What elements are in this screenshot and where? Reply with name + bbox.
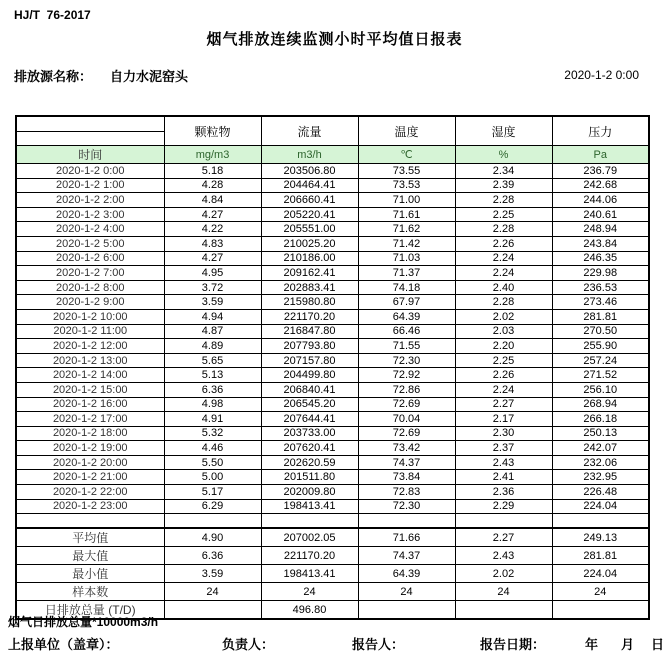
summary-value: 6.36 xyxy=(164,547,261,565)
row-value: 2.24 xyxy=(455,382,552,397)
table-row xyxy=(16,441,649,456)
row-value: 3.72 xyxy=(164,280,261,295)
table-row xyxy=(16,324,649,339)
row-time: 2020-1-2 18:00 xyxy=(16,426,164,441)
row-time: 2020-1-2 9:00 xyxy=(16,295,164,310)
unit-particulate: mg/m3 xyxy=(164,146,261,164)
time-column-header: 时间 xyxy=(16,146,164,164)
summary-value: 24 xyxy=(455,583,552,601)
summary-value: 198413.41 xyxy=(261,565,358,583)
row-value: 207157.80 xyxy=(261,353,358,368)
row-value: 2.40 xyxy=(455,280,552,295)
row-value: 4.28 xyxy=(164,178,261,193)
row-value: 74.37 xyxy=(358,455,455,470)
row-value: 2.25 xyxy=(455,353,552,368)
unit-humidity: % xyxy=(455,146,552,164)
summary-row xyxy=(16,583,649,601)
row-value: 73.53 xyxy=(358,178,455,193)
row-value: 70.04 xyxy=(358,412,455,427)
row-value: 4.27 xyxy=(164,207,261,222)
row-value: 2.25 xyxy=(455,207,552,222)
row-value: 2.27 xyxy=(455,397,552,412)
row-value: 240.61 xyxy=(552,207,649,222)
row-value: 5.17 xyxy=(164,485,261,500)
summary-value xyxy=(164,601,261,620)
blank-cell xyxy=(261,514,358,529)
row-value: 5.65 xyxy=(164,353,261,368)
row-time: 2020-1-2 10:00 xyxy=(16,309,164,324)
hourly-report-table xyxy=(15,115,650,620)
row-value: 2.29 xyxy=(455,499,552,514)
table-row xyxy=(16,280,649,295)
table-row xyxy=(16,222,649,237)
column-header-humidity: 湿度 xyxy=(455,116,552,146)
row-value: 255.90 xyxy=(552,339,649,354)
row-value: 221170.20 xyxy=(261,309,358,324)
row-value: 232.95 xyxy=(552,470,649,485)
summary-row xyxy=(16,547,649,565)
row-value: 5.50 xyxy=(164,455,261,470)
row-value: 3.59 xyxy=(164,295,261,310)
row-value: 226.48 xyxy=(552,485,649,500)
summary-value: 249.13 xyxy=(552,528,649,547)
row-value: 4.87 xyxy=(164,324,261,339)
emission-source-name: 自力水泥窑头 xyxy=(110,69,189,84)
blank-row xyxy=(16,514,649,529)
row-value: 2.34 xyxy=(455,164,552,179)
summary-value: 2.02 xyxy=(455,565,552,583)
summary-value: 24 xyxy=(358,583,455,601)
row-value: 73.84 xyxy=(358,470,455,485)
row-value: 6.36 xyxy=(164,382,261,397)
page-title: 烟气排放连续监测小时平均值日报表 xyxy=(206,31,463,48)
report-date-label: 报告日期： xyxy=(480,637,546,652)
summary-value: 74.37 xyxy=(358,547,455,565)
summary-value: 24 xyxy=(261,583,358,601)
summary-value: 4.90 xyxy=(164,528,261,547)
row-value: 4.94 xyxy=(164,309,261,324)
row-value: 205220.41 xyxy=(261,207,358,222)
summary-label: 最小值 xyxy=(16,565,164,583)
blank-cell xyxy=(16,514,164,529)
row-value: 2.26 xyxy=(455,236,552,251)
unit-pressure: Pa xyxy=(552,146,649,164)
row-value: 216847.80 xyxy=(261,324,358,339)
row-value: 2.24 xyxy=(455,251,552,266)
row-value: 2.26 xyxy=(455,368,552,383)
row-value: 209162.41 xyxy=(261,266,358,281)
row-value: 271.52 xyxy=(552,368,649,383)
row-value: 203733.00 xyxy=(261,426,358,441)
unit-flow: m3/h xyxy=(261,146,358,164)
row-time: 2020-1-2 0:00 xyxy=(16,164,164,179)
row-value: 242.68 xyxy=(552,178,649,193)
row-value: 204464.41 xyxy=(261,178,358,193)
row-time: 2020-1-2 15:00 xyxy=(16,382,164,397)
day-label: 日 xyxy=(651,637,665,652)
summary-row xyxy=(16,565,649,583)
table-row xyxy=(16,382,649,397)
row-value: 4.95 xyxy=(164,266,261,281)
row-value: 236.79 xyxy=(552,164,649,179)
summary-value: 221170.20 xyxy=(261,547,358,565)
summary-value: 3.59 xyxy=(164,565,261,583)
data-rows xyxy=(16,164,649,514)
row-time: 2020-1-2 14:00 xyxy=(16,368,164,383)
row-time: 2020-1-2 7:00 xyxy=(16,266,164,281)
row-time: 2020-1-2 3:00 xyxy=(16,207,164,222)
summary-value: 24 xyxy=(552,583,649,601)
summary-label: 样本数 xyxy=(16,583,164,601)
row-value: 4.27 xyxy=(164,251,261,266)
row-value: 270.50 xyxy=(552,324,649,339)
table-row xyxy=(16,339,649,354)
row-value: 67.97 xyxy=(358,295,455,310)
row-value: 248.94 xyxy=(552,222,649,237)
row-value: 71.37 xyxy=(358,266,455,281)
blank-cell xyxy=(455,514,552,529)
column-header-particulate: 颗粒物 xyxy=(164,116,261,146)
row-value: 71.00 xyxy=(358,193,455,208)
table-row xyxy=(16,368,649,383)
row-value: 257.24 xyxy=(552,353,649,368)
row-value: 224.04 xyxy=(552,499,649,514)
row-value: 268.94 xyxy=(552,397,649,412)
summary-value: 207002.05 xyxy=(261,528,358,547)
row-value: 206840.41 xyxy=(261,382,358,397)
summary-value: 71.66 xyxy=(358,528,455,547)
row-value: 207793.80 xyxy=(261,339,358,354)
row-value: 71.62 xyxy=(358,222,455,237)
summary-value xyxy=(455,601,552,620)
unit-temperature: ℃ xyxy=(358,146,455,164)
row-value: 246.35 xyxy=(552,251,649,266)
row-value: 66.46 xyxy=(358,324,455,339)
row-value: 4.22 xyxy=(164,222,261,237)
table-row xyxy=(16,499,649,514)
reporter-label: 报告人： xyxy=(352,637,405,652)
row-value: 4.89 xyxy=(164,339,261,354)
summary-value: 2.27 xyxy=(455,528,552,547)
summary-label: 平均值 xyxy=(16,528,164,547)
year-label: 年 xyxy=(585,637,599,652)
row-value: 72.30 xyxy=(358,353,455,368)
row-time: 2020-1-2 6:00 xyxy=(16,251,164,266)
row-value: 4.83 xyxy=(164,236,261,251)
row-value: 2.28 xyxy=(455,295,552,310)
row-value: 72.69 xyxy=(358,397,455,412)
row-value: 204499.80 xyxy=(261,368,358,383)
blank-cell xyxy=(164,514,261,529)
row-value: 5.00 xyxy=(164,470,261,485)
row-value: 2.02 xyxy=(455,309,552,324)
row-value: 198413.41 xyxy=(261,499,358,514)
row-value: 73.55 xyxy=(358,164,455,179)
row-value: 236.53 xyxy=(552,280,649,295)
summary-value xyxy=(358,601,455,620)
row-time: 2020-1-2 13:00 xyxy=(16,353,164,368)
row-time: 2020-1-2 11:00 xyxy=(16,324,164,339)
unit-header-row xyxy=(16,146,649,164)
row-value: 4.46 xyxy=(164,441,261,456)
standard-number: HJ/T 76-2017 xyxy=(14,8,91,22)
row-value: 256.10 xyxy=(552,382,649,397)
row-value: 2.17 xyxy=(455,412,552,427)
row-value: 205551.00 xyxy=(261,222,358,237)
responsible-person-label: 负责人： xyxy=(222,637,275,652)
row-time: 2020-1-2 4:00 xyxy=(16,222,164,237)
row-time: 2020-1-2 12:00 xyxy=(16,339,164,354)
row-value: 2.36 xyxy=(455,485,552,500)
row-value: 2.43 xyxy=(455,455,552,470)
row-value: 250.13 xyxy=(552,426,649,441)
column-header-temperature: 温度 xyxy=(358,116,455,146)
blank-cell xyxy=(552,514,649,529)
row-time: 2020-1-2 16:00 xyxy=(16,397,164,412)
table-row xyxy=(16,426,649,441)
summary-row xyxy=(16,528,649,547)
table-row xyxy=(16,412,649,427)
table-row xyxy=(16,266,649,281)
table-row xyxy=(16,455,649,470)
row-time: 2020-1-2 19:00 xyxy=(16,441,164,456)
table-row xyxy=(16,485,649,500)
row-value: 72.69 xyxy=(358,426,455,441)
row-value: 202620.59 xyxy=(261,455,358,470)
table-row xyxy=(16,309,649,324)
row-time: 2020-1-2 21:00 xyxy=(16,470,164,485)
row-value: 73.42 xyxy=(358,441,455,456)
summary-value: 281.81 xyxy=(552,547,649,565)
row-time: 2020-1-2 2:00 xyxy=(16,193,164,208)
summary-rows xyxy=(16,528,649,619)
row-value: 5.18 xyxy=(164,164,261,179)
month-label: 月 xyxy=(621,637,635,652)
column-header-pressure: 压力 xyxy=(552,116,649,146)
row-value: 2.28 xyxy=(455,193,552,208)
row-value: 2.30 xyxy=(455,426,552,441)
pollutant-header-row xyxy=(16,116,649,132)
row-value: 266.18 xyxy=(552,412,649,427)
summary-value: 224.04 xyxy=(552,565,649,583)
summary-label: 日排放总量 (T/D) xyxy=(16,601,164,620)
table-row xyxy=(16,353,649,368)
row-value: 210186.00 xyxy=(261,251,358,266)
row-value: 281.81 xyxy=(552,309,649,324)
row-value: 2.41 xyxy=(455,470,552,485)
row-value: 273.46 xyxy=(552,295,649,310)
row-value: 206660.41 xyxy=(261,193,358,208)
row-value: 5.32 xyxy=(164,426,261,441)
summary-value: 496.80 xyxy=(261,601,358,620)
row-value: 72.86 xyxy=(358,382,455,397)
row-value: 71.03 xyxy=(358,251,455,266)
row-time: 2020-1-2 23:00 xyxy=(16,499,164,514)
footer-signature-line xyxy=(0,634,669,650)
row-value: 74.18 xyxy=(358,280,455,295)
blank-cell xyxy=(358,514,455,529)
summary-label: 最大值 xyxy=(16,547,164,565)
row-time: 2020-1-2 20:00 xyxy=(16,455,164,470)
row-value: 232.06 xyxy=(552,455,649,470)
row-value: 2.20 xyxy=(455,339,552,354)
summary-value: 2.43 xyxy=(455,547,552,565)
row-value: 71.61 xyxy=(358,207,455,222)
row-value: 6.29 xyxy=(164,499,261,514)
row-value: 4.91 xyxy=(164,412,261,427)
row-time: 2020-1-2 5:00 xyxy=(16,236,164,251)
row-value: 64.39 xyxy=(358,309,455,324)
row-value: 2.37 xyxy=(455,441,552,456)
column-header-flow: 流量 xyxy=(261,116,358,146)
row-time: 2020-1-2 1:00 xyxy=(16,178,164,193)
row-time: 2020-1-2 22:00 xyxy=(16,485,164,500)
table-row xyxy=(16,397,649,412)
row-value: 72.30 xyxy=(358,499,455,514)
row-value: 71.55 xyxy=(358,339,455,354)
row-value: 207620.41 xyxy=(261,441,358,456)
row-value: 2.24 xyxy=(455,266,552,281)
row-value: 4.98 xyxy=(164,397,261,412)
row-value: 2.03 xyxy=(455,324,552,339)
table-row xyxy=(16,178,649,193)
table-row xyxy=(16,207,649,222)
row-time: 2020-1-2 8:00 xyxy=(16,280,164,295)
row-value: 206545.20 xyxy=(261,397,358,412)
row-value: 202883.41 xyxy=(261,280,358,295)
row-value: 207644.41 xyxy=(261,412,358,427)
row-value: 243.84 xyxy=(552,236,649,251)
row-value: 72.92 xyxy=(358,368,455,383)
header-corner-cell-lower xyxy=(16,132,164,146)
row-value: 202009.80 xyxy=(261,485,358,500)
summary-value: 24 xyxy=(164,583,261,601)
row-value: 242.07 xyxy=(552,441,649,456)
footer-note: 烟气日排放总量*10000m3/h xyxy=(8,615,159,629)
row-value: 210025.20 xyxy=(261,236,358,251)
table-row xyxy=(16,295,649,310)
table-row xyxy=(16,236,649,251)
separator-section xyxy=(16,514,649,529)
table-row xyxy=(16,470,649,485)
summary-value xyxy=(552,601,649,620)
summary-value: 64.39 xyxy=(358,565,455,583)
row-value: 229.98 xyxy=(552,266,649,281)
emission-source-label: 排放源名称： xyxy=(14,69,93,84)
row-value: 5.13 xyxy=(164,368,261,383)
row-value: 215980.80 xyxy=(261,295,358,310)
row-value: 71.42 xyxy=(358,236,455,251)
emission-source-line xyxy=(14,66,188,85)
row-value: 2.28 xyxy=(455,222,552,237)
header-corner-cell xyxy=(16,116,164,132)
table-row xyxy=(16,164,649,179)
row-value: 201511.80 xyxy=(261,470,358,485)
row-time: 2020-1-2 17:00 xyxy=(16,412,164,427)
row-value: 244.06 xyxy=(552,193,649,208)
row-value: 203506.80 xyxy=(261,164,358,179)
row-value: 2.39 xyxy=(455,178,552,193)
report-unit-label: 上报单位（盖章）： xyxy=(8,637,119,652)
row-value: 4.84 xyxy=(164,193,261,208)
table-row xyxy=(16,251,649,266)
report-datetime: 2020-1-2 0:00 xyxy=(564,68,639,82)
table-row xyxy=(16,193,649,208)
row-value: 72.83 xyxy=(358,485,455,500)
